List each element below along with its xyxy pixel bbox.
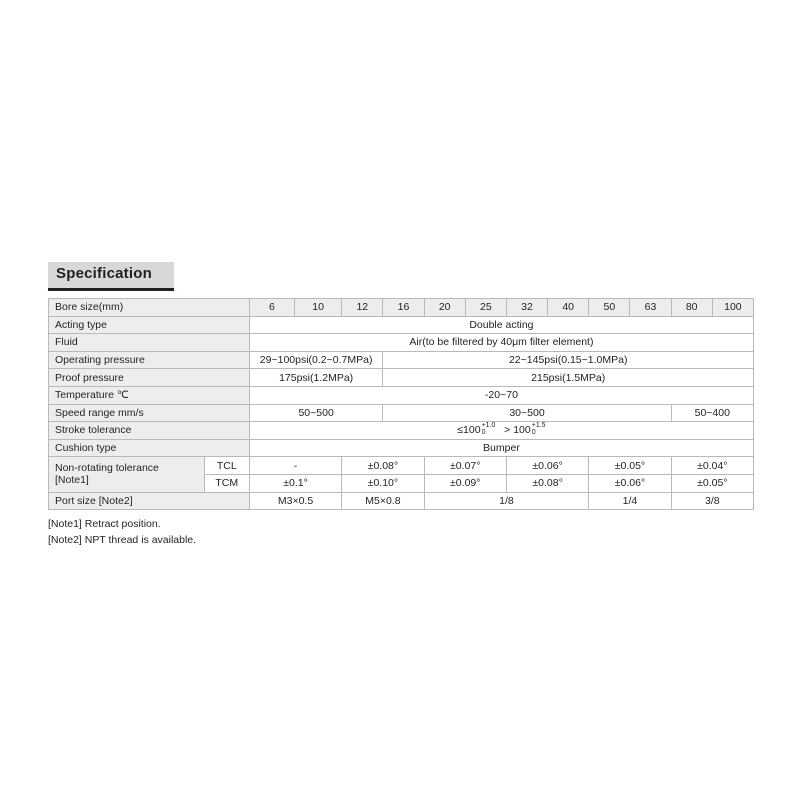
header-size-25: 25 [465, 299, 506, 317]
cell-tcm-3: ±0.09° [424, 474, 506, 492]
cell-fluid: Air(to be filtered by 40μm filter element) [249, 334, 753, 352]
row-label-non-rotating-tolerance [49, 457, 205, 492]
table-row [49, 492, 754, 510]
cell-proof-pressure-high: 215psi(1.5MPa) [383, 369, 754, 387]
header-size-80: 80 [671, 299, 712, 317]
cell-stroke-tolerance [249, 422, 753, 440]
cell-temperature: -20~70 [249, 386, 753, 404]
cell-port-size-4: 1/4 [589, 492, 671, 510]
table-notes [48, 517, 754, 549]
header-size-40: 40 [548, 299, 589, 317]
cell-operating-pressure-high: 22~145psi(0.15~1.0MPa) [383, 351, 754, 369]
table-row [49, 386, 754, 404]
cell-tcl-3: ±0.07° [424, 457, 506, 475]
table-row [49, 422, 754, 440]
page-title: Specification [56, 265, 152, 282]
row-label-speed-range: Speed range mm/s [49, 404, 250, 422]
heading-underline [48, 288, 174, 291]
cell-speed-range-2: 30~500 [383, 404, 671, 422]
header-bore-size-label: Bore size(mm) [49, 299, 250, 317]
cell-speed-range-3: 50~400 [671, 404, 753, 422]
table-row [49, 404, 754, 422]
row-label-port-size: Port size [Note2] [49, 492, 250, 510]
cell-tcm-5: ±0.06° [589, 474, 671, 492]
header-size-63: 63 [630, 299, 671, 317]
cell-tcm-1: ±0.1° [249, 474, 341, 492]
note-2: [Note2] NPT thread is available. [48, 533, 197, 546]
row-label-acting-type: Acting type [49, 316, 250, 334]
non-rotating-label-line2: [Note1] [55, 474, 89, 487]
stroke-tolerance-gt100: > 100 [504, 424, 531, 437]
row-label-cushion-type: Cushion type [49, 439, 250, 457]
row-label-operating-pressure: Operating pressure [49, 351, 250, 369]
stroke-tolerance-gt100-range: +1.5 0 [531, 422, 546, 437]
row-label-fluid: Fluid [49, 334, 250, 352]
cell-tcm-4: ±0.08° [506, 474, 588, 492]
cell-tcm-2: ±0.10° [342, 474, 424, 492]
sub-label-tcm: TCM [204, 474, 249, 492]
table-header-row [49, 299, 754, 317]
header-size-12: 12 [342, 299, 383, 317]
specification-table [48, 298, 754, 510]
stroke-tolerance-le100: ≤100 [457, 424, 481, 437]
non-rotating-label-line1: Non-rotating tolerance [55, 462, 159, 475]
cell-port-size-3: 1/8 [424, 492, 589, 510]
cell-port-size-5: 3/8 [671, 492, 753, 510]
table-row [49, 334, 754, 352]
note-1: [Note1] Retract position. [48, 518, 161, 531]
header-size-20: 20 [424, 299, 465, 317]
cell-speed-range-1: 50~500 [249, 404, 383, 422]
table-row [49, 457, 754, 475]
row-label-temperature: Temperature ℃ [49, 386, 250, 404]
row-label-stroke-tolerance: Stroke tolerance [49, 422, 250, 440]
cell-tcl-2: ±0.08° [342, 457, 424, 475]
header-size-32: 32 [506, 299, 547, 317]
stroke-tolerance-le100-range: +1.0 0 [481, 422, 496, 437]
row-label-proof-pressure: Proof pressure [49, 369, 250, 387]
table-row [49, 369, 754, 387]
cell-tcl-4: ±0.06° [506, 457, 588, 475]
cell-acting-type: Double acting [249, 316, 753, 334]
sub-label-tcl: TCL [204, 457, 249, 475]
cell-tcl-5: ±0.05° [589, 457, 671, 475]
specification-sheet [48, 262, 754, 549]
cell-tcl-6: ±0.04° [671, 457, 753, 475]
section-heading [48, 262, 754, 290]
cell-operating-pressure-low: 29~100psi(0.2~0.7MPa) [249, 351, 383, 369]
table-row [49, 316, 754, 334]
cell-port-size-1: M3×0.5 [249, 492, 341, 510]
cell-tcl-1: - [249, 457, 341, 475]
header-size-16: 16 [383, 299, 424, 317]
cell-cushion-type: Bumper [249, 439, 753, 457]
header-size-6: 6 [249, 299, 294, 317]
cell-port-size-2: M5×0.8 [342, 492, 424, 510]
header-size-50: 50 [589, 299, 630, 317]
cell-proof-pressure-low: 175psi(1.2MPa) [249, 369, 383, 387]
table-row [49, 351, 754, 369]
table-row [49, 439, 754, 457]
header-size-10: 10 [295, 299, 342, 317]
header-size-100: 100 [712, 299, 753, 317]
cell-tcm-6: ±0.05° [671, 474, 753, 492]
